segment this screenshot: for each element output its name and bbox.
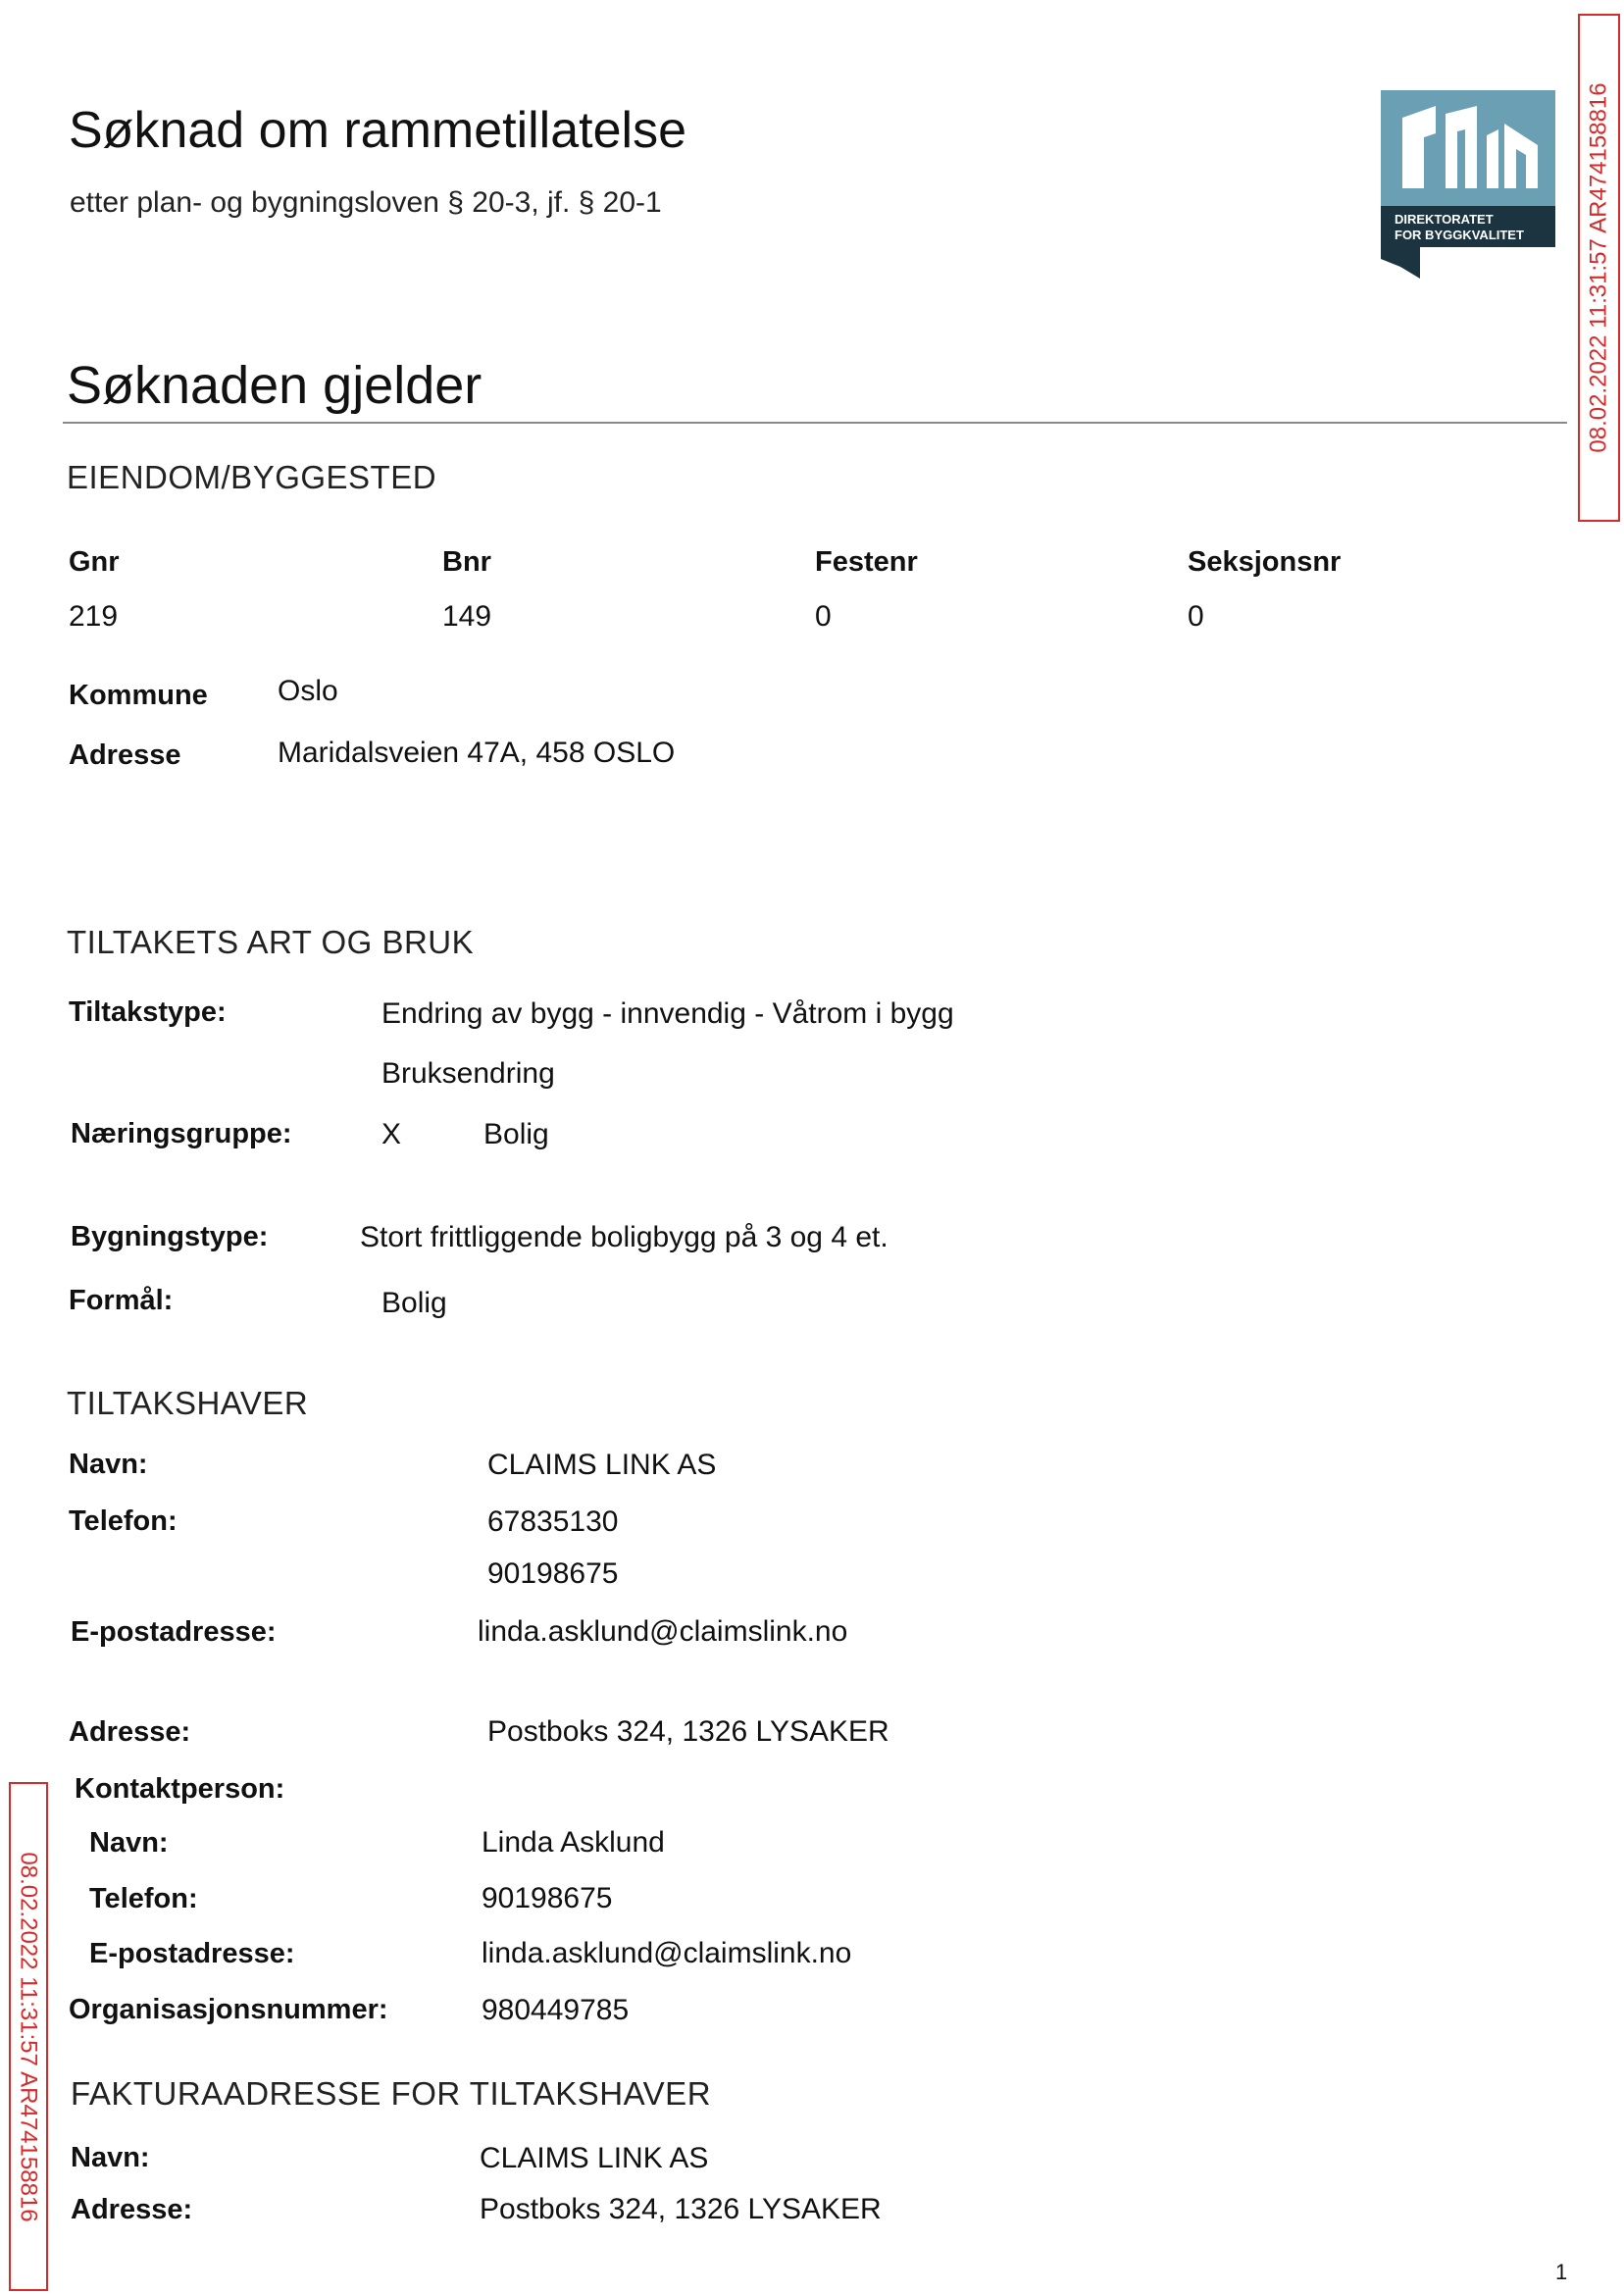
kontakt-telefon-value: 90198675 (482, 1882, 613, 1914)
bygningstype-value: Stort frittliggende boligbygg på 3 og 4 et. (360, 1221, 888, 1253)
kommune-label: Kommune (69, 680, 208, 711)
adresse-value: Maridalsveien 47A, 458 OSLO (278, 737, 676, 769)
bnr-label: Bnr (442, 546, 491, 578)
orgnr-label: Organisasjonsnummer: (69, 1994, 388, 2025)
faktura-navn-label: Navn: (71, 2142, 150, 2173)
archive-stamp-left (9, 1782, 48, 2291)
orgnr-value: 980449785 (482, 1994, 630, 2026)
seksjonsnr-label: Seksjonsnr (1188, 546, 1342, 578)
adresse-label: Adresse (69, 739, 181, 771)
logo-tail (1381, 247, 1420, 279)
tiltakstype-value-1: Endring av bygg - innvendig - Våtrom i bygg (381, 997, 954, 1030)
bnr-value: 149 (442, 600, 492, 633)
section-heading-tiltakshaver: TILTAKSHAVER (67, 1385, 309, 1421)
kontaktperson-label: Kontaktperson: (75, 1773, 285, 1805)
festenr-value: 0 (815, 600, 832, 633)
formal-value: Bolig (381, 1287, 447, 1319)
logo-text-line2: FOR BYGGKVALITET (1395, 228, 1524, 242)
bygningstype-label: Bygningstype: (71, 1221, 269, 1252)
kontakt-telefon-label: Telefon: (89, 1883, 198, 1914)
tiltakshaver-epost-value: linda.asklund@claimslink.no (478, 1615, 848, 1648)
tiltakshaver-adresse-label: Adresse: (69, 1716, 191, 1748)
kommune-value: Oslo (278, 675, 338, 707)
document-subtitle: etter plan- og bygningsloven § 20-3, jf. § 20-1 (70, 186, 662, 219)
tiltakstype-label: Tiltakstype: (69, 996, 227, 1028)
archive-stamp-right-text: 08.02.2022 11:31:57 AR474158816 (1585, 82, 1612, 453)
gnr-label: Gnr (69, 546, 120, 578)
formal-label: Formål: (69, 1285, 174, 1316)
section-heading-faktura: FAKTURAADRESSE FOR TILTAKSHAVER (71, 2075, 712, 2112)
faktura-navn-value: CLAIMS LINK AS (480, 2142, 709, 2174)
kontakt-navn-label: Navn: (89, 1827, 169, 1859)
tiltakshaver-telefon-value-2: 90198675 (487, 1557, 619, 1590)
faktura-adresse-value: Postboks 324, 1326 LYSAKER (480, 2193, 882, 2225)
kontakt-epost-label: E-postadresse: (89, 1938, 295, 1969)
archive-stamp-left-text: 08.02.2022 11:31:57 AR474158816 (16, 1851, 42, 2222)
naeringsgruppe-value: Bolig (483, 1118, 549, 1150)
section-heading-tiltak: TILTAKETS ART OG BRUK (67, 924, 475, 960)
heading-rule (63, 422, 1567, 424)
page-heading: Søknaden gjelder (67, 356, 482, 415)
tiltakstype-value-2: Bruksendring (381, 1057, 555, 1090)
tiltakshaver-telefon-label: Telefon: (69, 1505, 178, 1537)
gnr-value: 219 (69, 600, 119, 633)
tiltakshaver-epost-label: E-postadresse: (71, 1616, 277, 1648)
dibk-logo (1381, 90, 1555, 279)
document-title: Søknad om rammetillatelse (69, 102, 686, 159)
naeringsgruppe-code: X (381, 1118, 402, 1150)
section-heading-eiendom: EIENDOM/BYGGESTED (67, 459, 437, 495)
festenr-label: Festenr (815, 546, 918, 578)
kontakt-navn-value: Linda Asklund (482, 1826, 665, 1859)
naeringsgruppe-label: Næringsgruppe: (71, 1118, 292, 1149)
faktura-adresse-label: Adresse: (71, 2194, 193, 2225)
page-number: 1 (1555, 2260, 1568, 2284)
tiltakshaver-adresse-value: Postboks 324, 1326 LYSAKER (487, 1715, 889, 1748)
kontakt-epost-value: linda.asklund@claimslink.no (482, 1937, 852, 1969)
seksjonsnr-value: 0 (1188, 600, 1204, 633)
archive-stamp-right (1578, 14, 1620, 522)
tiltakshaver-navn-value: CLAIMS LINK AS (487, 1449, 717, 1481)
tiltakshaver-navn-label: Navn: (69, 1449, 148, 1480)
logo-text-line1: DIREKTORATET (1395, 212, 1494, 227)
tiltakshaver-telefon-value-1: 67835130 (487, 1505, 619, 1538)
